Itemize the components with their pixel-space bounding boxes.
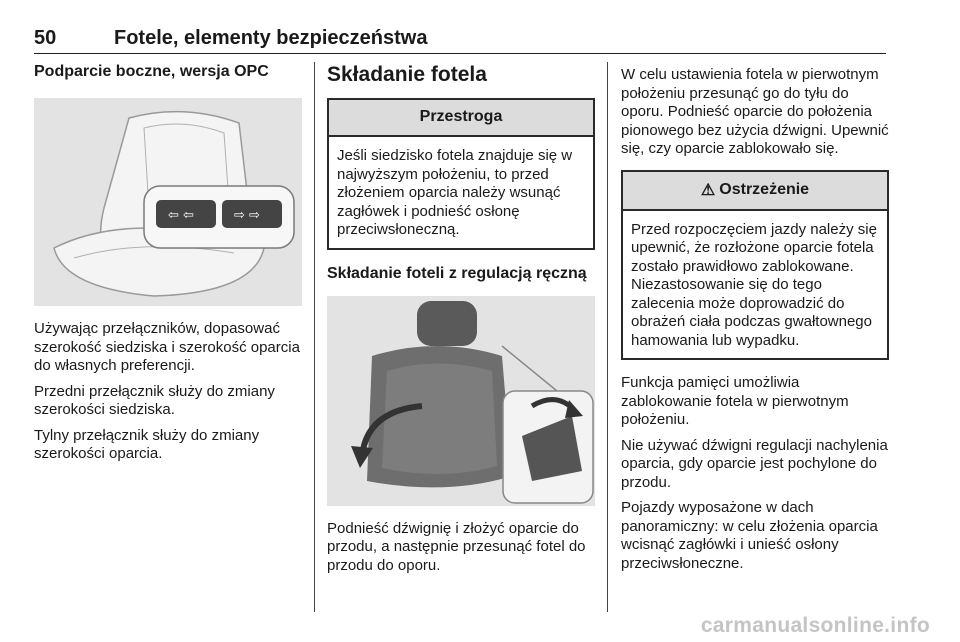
paragraph: Używając przełączników, dopasować szerokość siedziska i szerokość oparcia do własnych preferencji. <box>34 320 300 374</box>
paragraph: Przedni przełącznik służy do zmiany szerokości siedziska. <box>34 382 275 418</box>
paragraph: Nie używać dźwigni regulacji nachylenia oparcia, gdy oparcie jest pochylone do przodu. <box>621 436 888 491</box>
chapter-title: Fotele, elementy bezpieczeństwa <box>114 27 428 49</box>
svg-text:⇦ ⇦: ⇦ ⇦ <box>168 208 194 223</box>
section-heading-folding: Składanie fotela <box>327 63 487 86</box>
warning-box <box>621 170 889 361</box>
paragraph: Tylny przełącznik służy do zmiany szerokości oparcia. <box>34 426 260 462</box>
warning-triangle-icon: ⚠ <box>700 181 716 199</box>
column-divider <box>314 62 315 612</box>
caution-title: Przestroga <box>329 100 593 137</box>
page-number: 50 <box>34 27 57 49</box>
figure-caption: Podnieść dźwignię i złożyć oparcie do przodu, a następnie przesunąć fotel do przodu do oporu. <box>327 519 586 574</box>
column-divider <box>607 62 608 612</box>
caution-body: Jeśli siedzisko fotela znajduje się w najwyższym położeniu, to przed złożeniem oparcia należy wsunąć zagłówek i podnieść osłonę przeciwsłoneczną. <box>337 147 573 238</box>
seat-side-switch-illustration <box>34 98 302 306</box>
paragraph: Pojazdy wyposażone w dach panoramiczny: w celu złożenia oparcia wcisnąć zagłówki i unieść osłony przeciwsłoneczne. <box>621 499 878 572</box>
warning-title: Ostrzeżenie <box>719 180 810 198</box>
caution-box <box>327 98 595 250</box>
warning-body: Przed rozpoczęciem jazdy należy się upewnić, że rozłożone oparcie fotela zostało prawidłowo zablokowane. Niezastosowanie się do tego zalecenia może doprowadzić do obrażeń ciała podczas gwałtownego hamowania lub wypadku. <box>631 220 877 349</box>
seat-illustration-icon <box>34 98 302 306</box>
paragraph: Funkcja pamięci umożliwia zablokowanie fotela w pierwotnym położeniu. <box>621 374 849 428</box>
warning-header <box>623 172 887 211</box>
paragraph: W celu ustawienia fotela w pierwotnym położeniu przesunąć go do tyłu do oporu. Podnieść oparcie do położenia pionowego bez użycia dźwigni. Upewnić się, czy oparcie zablokowało się. <box>621 66 889 157</box>
column-right <box>621 62 889 580</box>
section-heading-opc: Podparcie boczne, wersja OPC <box>34 63 269 80</box>
watermark: carmanualsonline.info <box>700 614 930 637</box>
page-header <box>34 27 886 54</box>
subsection-heading-manual: Składanie foteli z regulacją ręczną <box>327 264 587 282</box>
column-left <box>34 62 302 471</box>
svg-text:⇨ ⇨: ⇨ ⇨ <box>234 208 260 223</box>
seat-folding-icon <box>327 296 595 506</box>
seat-folding-lever-illustration <box>327 296 595 506</box>
column-middle <box>327 62 595 582</box>
